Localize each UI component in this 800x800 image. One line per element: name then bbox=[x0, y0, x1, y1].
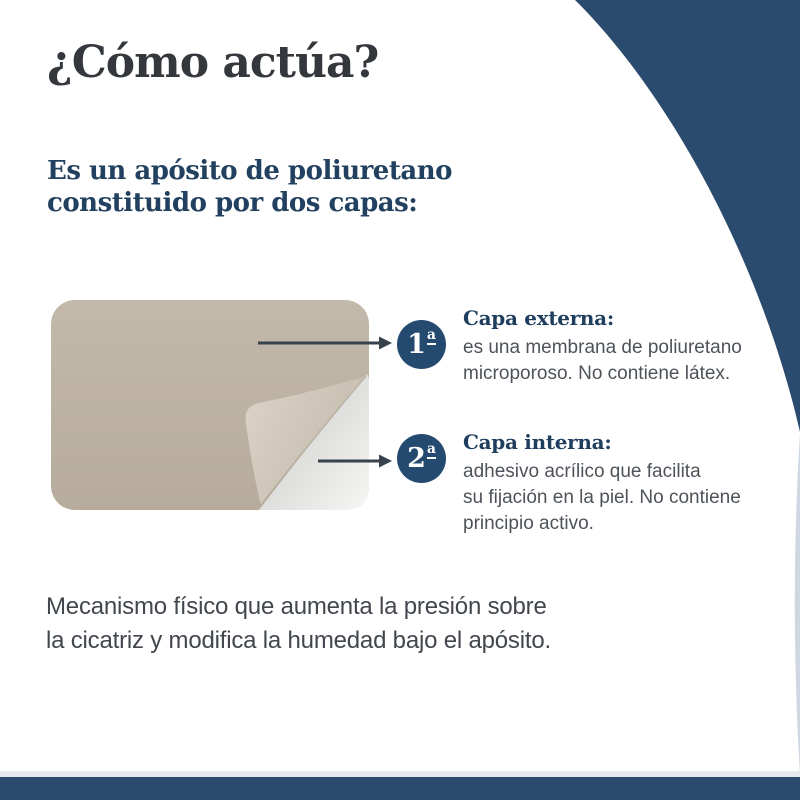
mechanism-line-1: Mecanismo físico que aumenta la presión sobre bbox=[46, 593, 547, 620]
badge-number: 2 bbox=[407, 443, 426, 474]
badge-ordinal: a bbox=[426, 327, 436, 343]
mechanism-text bbox=[46, 590, 551, 658]
callout-body bbox=[463, 459, 773, 537]
page-title: ¿Cómo actúa? bbox=[47, 37, 379, 88]
body-line: microporoso. No contiene látex. bbox=[463, 363, 731, 384]
callout-heading: Capa interna: bbox=[463, 430, 612, 454]
callout-capa-interna bbox=[463, 430, 773, 537]
callout-body bbox=[463, 335, 773, 387]
mechanism-line-2: la cicatriz y modifica la humedad bajo el apósito. bbox=[46, 627, 551, 654]
arrow-head-icon bbox=[379, 337, 392, 350]
intro-line-2: constituido por dos capas: bbox=[47, 188, 418, 218]
badge-ordinal: a bbox=[426, 441, 436, 457]
callout-heading: Capa externa: bbox=[463, 306, 614, 330]
badge-number: 1 bbox=[407, 329, 426, 360]
callout-capa-externa bbox=[463, 306, 773, 387]
body-line: su fijación en la piel. No contiene bbox=[463, 487, 741, 508]
body-line: principio activo. bbox=[463, 513, 594, 534]
arrow-head-icon bbox=[379, 455, 392, 468]
body-line: es una membrana de poliuretano bbox=[463, 337, 742, 358]
intro-text bbox=[47, 155, 452, 219]
badge-capa-externa bbox=[397, 320, 446, 369]
intro-line-1: Es un apósito de poliuretano bbox=[47, 156, 452, 186]
body-line: adhesivo acrílico que facilita bbox=[463, 461, 701, 482]
badge-capa-interna bbox=[397, 434, 446, 483]
